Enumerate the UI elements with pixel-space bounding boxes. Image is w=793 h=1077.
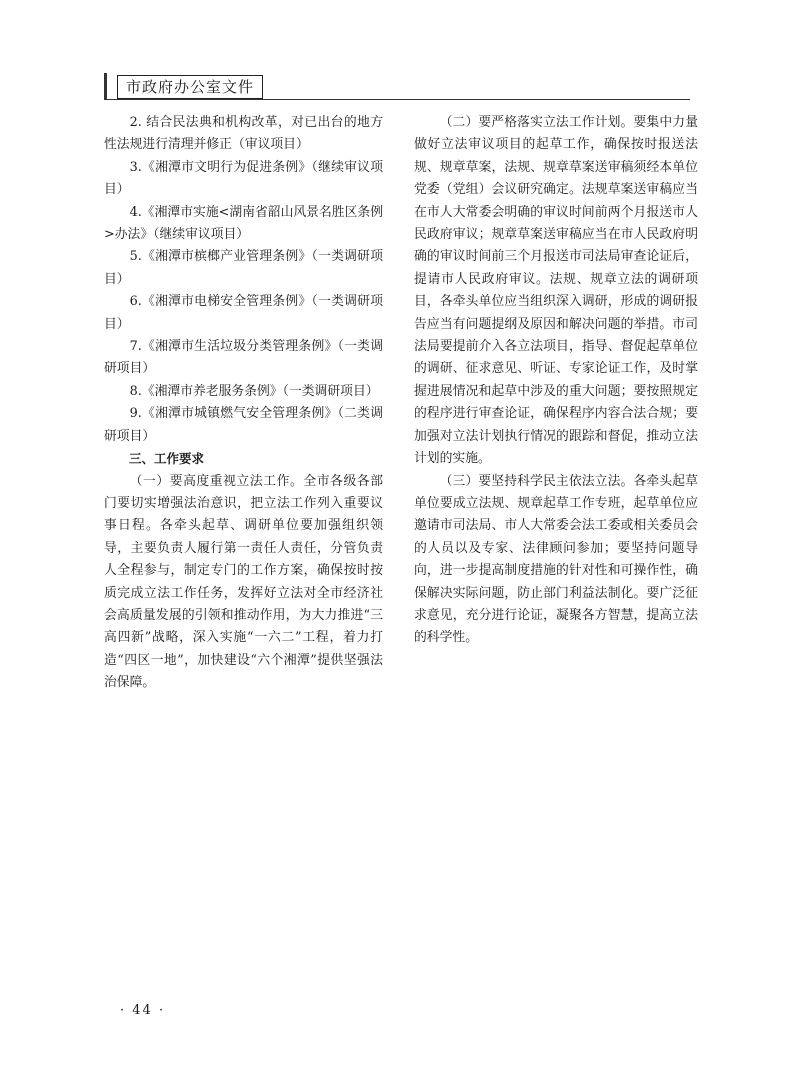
header-left-bar	[104, 73, 107, 99]
list-item-3: 3.《湘潭市文明行为促进条例》（继续审议项目）	[104, 159, 383, 198]
paragraph-requirement-1: （一）要高度重视立法工作。全市各级各部门要切实增强法治意识，把立法工作列入重要议事日程。各牵头起草、调研单位要加强组织领导，主要负责人履行第一责任人责任，分管负责人全程参与，制定专门的工作方案，确保按时按质完成立法工作任务，发挥好立法对全市经济社会高质量发展的引领和推动作用，为大力推进“三高四新”战略，深入实施“一六二”工程，着力打造“四区一地”，加快建设“六个湘潭”提供坚强法治保障。	[104, 473, 383, 691]
list-item-9: 9.《湘潭市城镇燃气安全管理条例》（二类调研项目）	[104, 406, 383, 444]
paragraph-requirement-2: （二）要严格落实立法工作计划。要集中力量做好立法审议项目的起草工作，确保按时报送法规、规章草案，法规、规章草案送审稿须经本单位党委（党组）会议研究确定。法规草案送审稿应当在市人大常委会明确的审议时间前两个月报送市人民政府审议；规章草案送审稿应当在市人民政府明确的审议时间前三个月报送市司法局审查论证后，提请市人民政府审议。法规、规章立法的调研项目，各牵头单位应当组织深入调研，形成的调研报告应当有问题提纲及原因和解决问题的举措。市司法局要提前介入各立法项目，指导、督促起草单位的调研、征求意见、听证、专家论证工作，及时掌握进展情况和起草中涉及的重大问题；要按照规定的程序进行审查论证，确保程序内容合法合规；要加强对立法计划执行情况的跟踪和督促，推动立法计划的实施。	[414, 115, 698, 467]
header-rule	[104, 99, 690, 100]
section-heading: 三、工作要求	[129, 451, 205, 467]
list-item-8: 8.《湘潭市养老服务条例》（一类调研项目）	[129, 383, 379, 399]
running-header	[104, 73, 690, 103]
list-item-2: 2. 结合民法典和机构改革，对已出台的地方性法规进行清理并修正（审议项目）	[104, 115, 383, 153]
page-number: · 44 ·	[120, 1003, 166, 1018]
paragraph-requirement-3: （三）要坚持科学民主依法立法。各牵头起草单位要成立法规、规章起草工作专班，起草单位应邀请市司法局、市人大常委会法工委或相关委员会的人员以及专家、法律顾问参加；要坚持问题导向，进一步提高制度措施的针对性和可操作性，确保解决实际问题，防止部门利益法制化。要广泛征求意见，充分进行论证，凝聚各方智慧，提高立法的科学性。	[414, 473, 698, 646]
list-item-5: 5.《湘潭市槟榔产业管理条例》（一类调研项目）	[104, 249, 383, 287]
list-item-6: 6.《湘潭市电梯安全管理条例》（一类调研项目）	[104, 294, 383, 332]
left-column	[104, 112, 383, 695]
list-item-4: 4.《湘潭市实施<湖南省韶山风景名胜区条例>办法》（继续审议项目）	[104, 204, 383, 243]
list-item-7: 7.《湘潭市生活垃圾分类管理条例》（一类调研项目）	[104, 339, 383, 377]
right-column	[414, 112, 698, 650]
header-title: 市政府办公室文件	[117, 75, 263, 99]
